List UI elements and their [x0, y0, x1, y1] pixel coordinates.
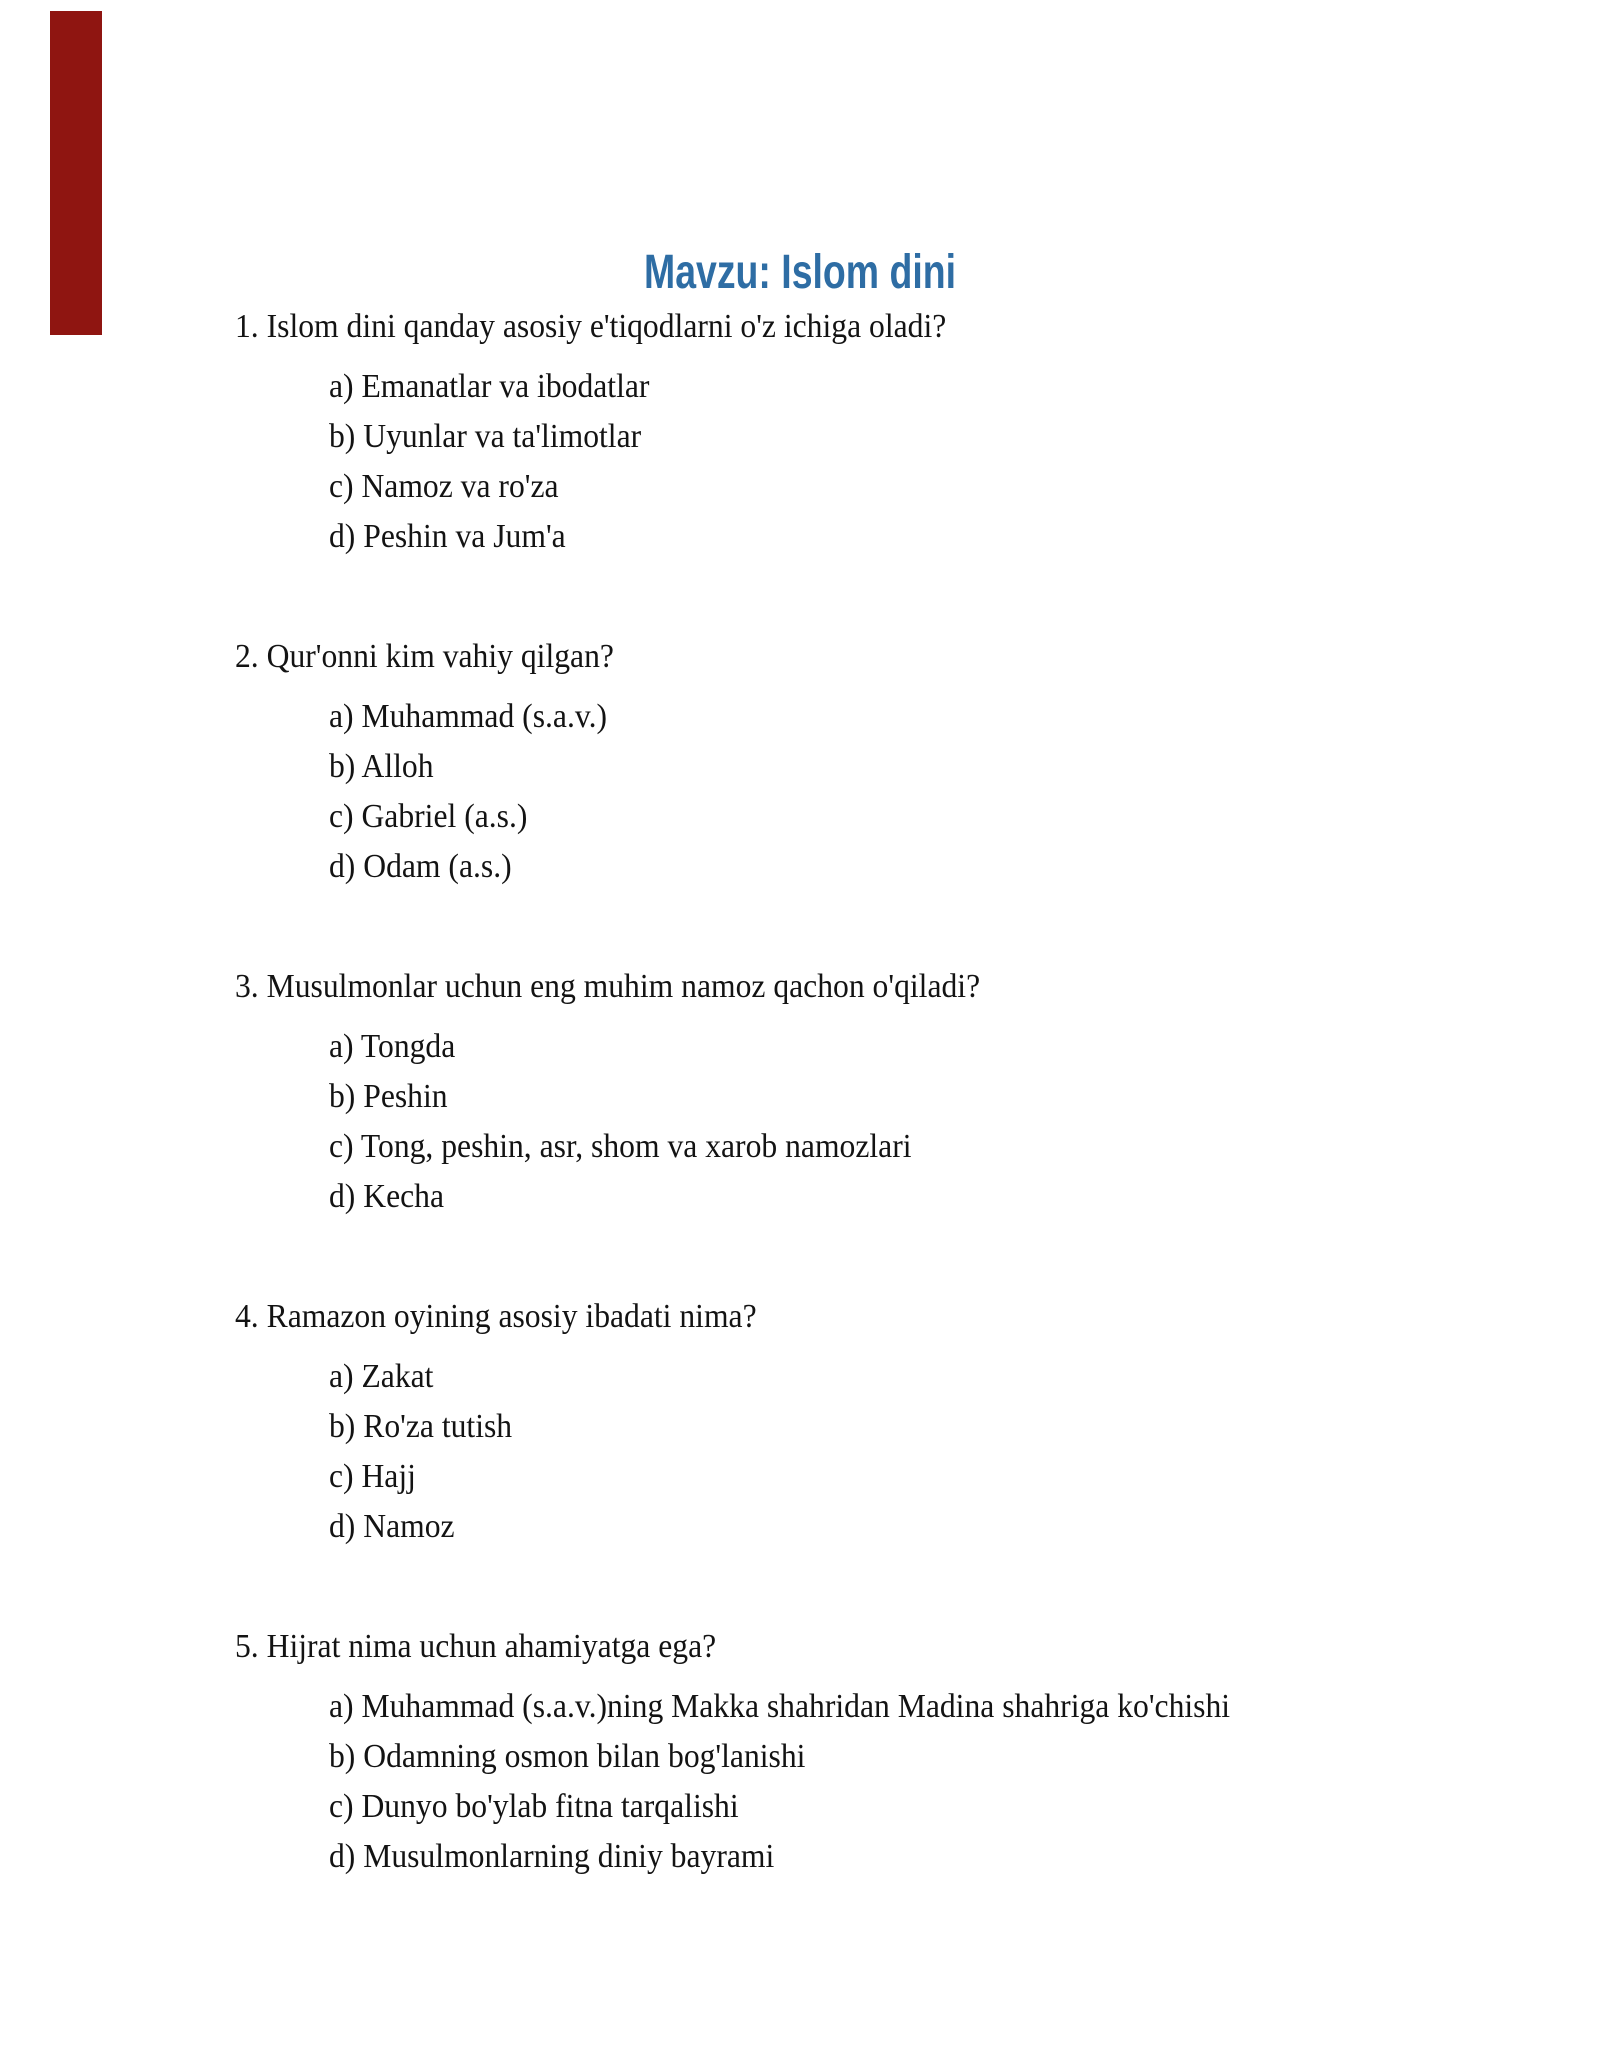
- question-block: [0, 962, 1600, 1222]
- question-text: 1. Islom dini qanday asosiy e'tiqodlarni o'z ichiga oladi?: [235, 308, 947, 345]
- option-line: a) Zakat: [329, 1358, 434, 1395]
- option-line: b) Alloh: [329, 748, 434, 785]
- options-list: [329, 1682, 1600, 1882]
- red-bar-artifact: [50, 11, 102, 335]
- option-line: b) Odamning osmon bilan bog'lanishi: [329, 1738, 806, 1775]
- option-line: a) Muhammad (s.a.v.)ning Makka shahridan Madina shahriga ko'chishi: [329, 1688, 1231, 1725]
- option-line: d) Namoz: [329, 1508, 455, 1545]
- question-block: [0, 632, 1600, 892]
- option-line: d) Peshin va Jum'a: [329, 518, 566, 555]
- page-title: [0, 248, 1600, 298]
- option-line: b) Peshin: [329, 1078, 448, 1115]
- question-block: [0, 1292, 1600, 1552]
- option-line: a) Tongda: [329, 1028, 456, 1065]
- options-list: [329, 1352, 1600, 1552]
- option-line: c) Gabriel (a.s.): [329, 798, 528, 835]
- options-list: [329, 1022, 1600, 1222]
- question-text: 5. Hijrat nima uchun ahamiyatga ega?: [235, 1628, 717, 1665]
- option-line: a) Muhammad (s.a.v.): [329, 698, 608, 735]
- page-title-text: Mavzu: Islom dini: [643, 246, 957, 299]
- question-text: 3. Musulmonlar uchun eng muhim namoz qachon o'qiladi?: [235, 968, 981, 1005]
- options-list: [329, 692, 1600, 892]
- option-line: d) Kecha: [329, 1178, 445, 1215]
- option-line: c) Namoz va ro'za: [329, 468, 559, 505]
- option-line: d) Odam (a.s.): [329, 848, 512, 885]
- question-text: 4. Ramazon oyining asosiy ibadati nima?: [235, 1298, 757, 1335]
- option-line: c) Hajj: [329, 1458, 416, 1495]
- options-list: [329, 362, 1600, 562]
- question-text: 2. Qur'onni kim vahiy qilgan?: [235, 638, 614, 675]
- option-line: b) Ro'za tutish: [329, 1408, 513, 1445]
- question-block: [0, 1622, 1600, 1882]
- question-block: [0, 302, 1600, 562]
- option-line: c) Tong, peshin, asr, shom va xarob namozlari: [329, 1128, 912, 1165]
- option-line: a) Emanatlar va ibodatlar: [329, 368, 650, 405]
- option-line: d) Musulmonlarning diniy bayrami: [329, 1838, 775, 1875]
- option-line: c) Dunyo bo'ylab fitna tarqalishi: [329, 1788, 739, 1825]
- option-line: b) Uyunlar va ta'limotlar: [329, 418, 642, 455]
